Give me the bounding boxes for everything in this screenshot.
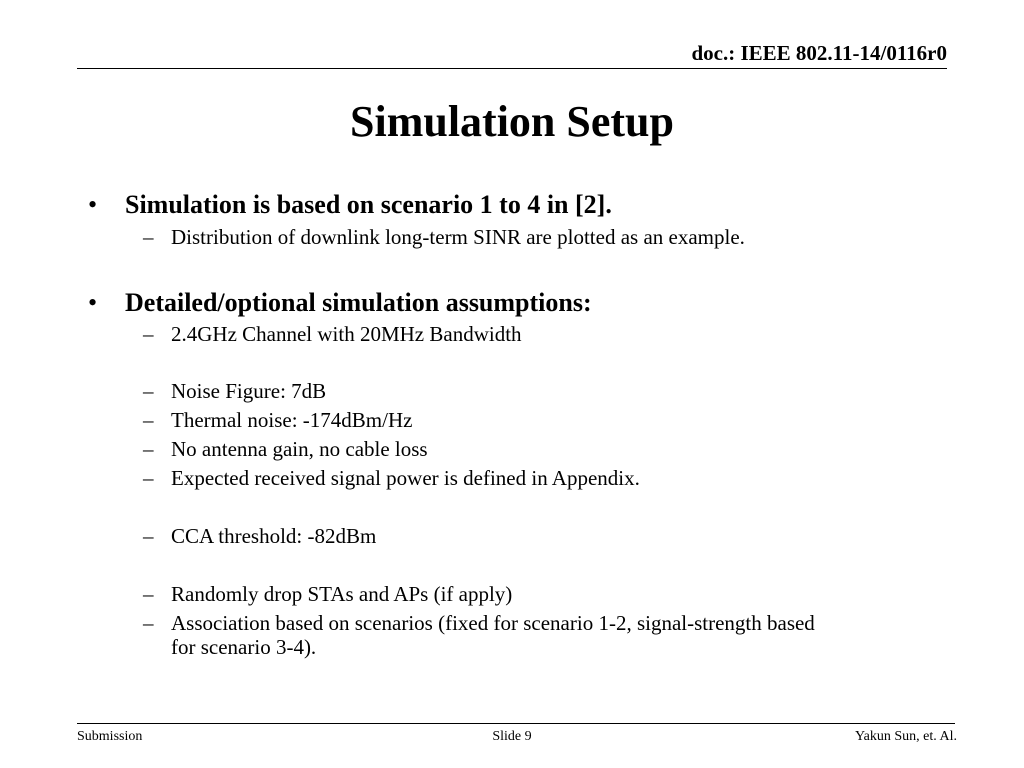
footer-submission: Submission: [77, 729, 143, 744]
bullet-simulation-basis: Simulation is based on scenario 1 to 4 in [2].: [125, 190, 612, 219]
bullet-simulation-assumptions: Detailed/optional simulation assumptions:: [125, 288, 592, 317]
sub-item-cca-threshold: CCA threshold: -82dBm: [171, 524, 377, 548]
sub-dash: –: [143, 408, 154, 432]
sub-dash: –: [143, 466, 154, 490]
sub-item-thermal-noise: Thermal noise: -174dBm/Hz: [171, 408, 413, 432]
bullet-marker: •: [88, 288, 98, 317]
sub-item-association: Association based on scenarios (fixed for scenario 1-2, signal-strength based: [171, 611, 815, 635]
header-divider: [77, 68, 947, 69]
sub-item-antenna-gain: No antenna gain, no cable loss: [171, 437, 428, 461]
footer-slide-number: Slide 9: [492, 729, 532, 744]
sub-item-received-power: Expected received signal power is defined in Appendix.: [171, 466, 640, 490]
sub-dash: –: [143, 225, 154, 249]
sub-item-noise-figure: Noise Figure: 7dB: [171, 379, 327, 403]
footer-author: Yakun Sun, et. Al.: [854, 729, 957, 744]
sub-dash: –: [143, 437, 154, 461]
sub-dash: –: [143, 611, 154, 635]
sub-item-sinr-distribution: Distribution of downlink long-term SINR are plotted as an example.: [171, 225, 745, 249]
sub-item-channel: 2.4GHz Channel with 20MHz Bandwidth: [171, 322, 522, 346]
slide-title: Simulation Setup: [350, 97, 674, 146]
footer-divider: [77, 723, 955, 724]
sub-dash: –: [143, 379, 154, 403]
sub-dash: –: [143, 322, 154, 346]
sub-item-association-continued: for scenario 3-4).: [171, 635, 317, 659]
bullet-marker: •: [88, 190, 98, 219]
sub-dash: –: [143, 524, 154, 548]
sub-dash: –: [143, 582, 154, 606]
doc-id-header: doc.: IEEE 802.11-14/0116r0: [691, 41, 947, 65]
sub-item-random-drop: Randomly drop STAs and APs (if apply): [171, 582, 513, 606]
